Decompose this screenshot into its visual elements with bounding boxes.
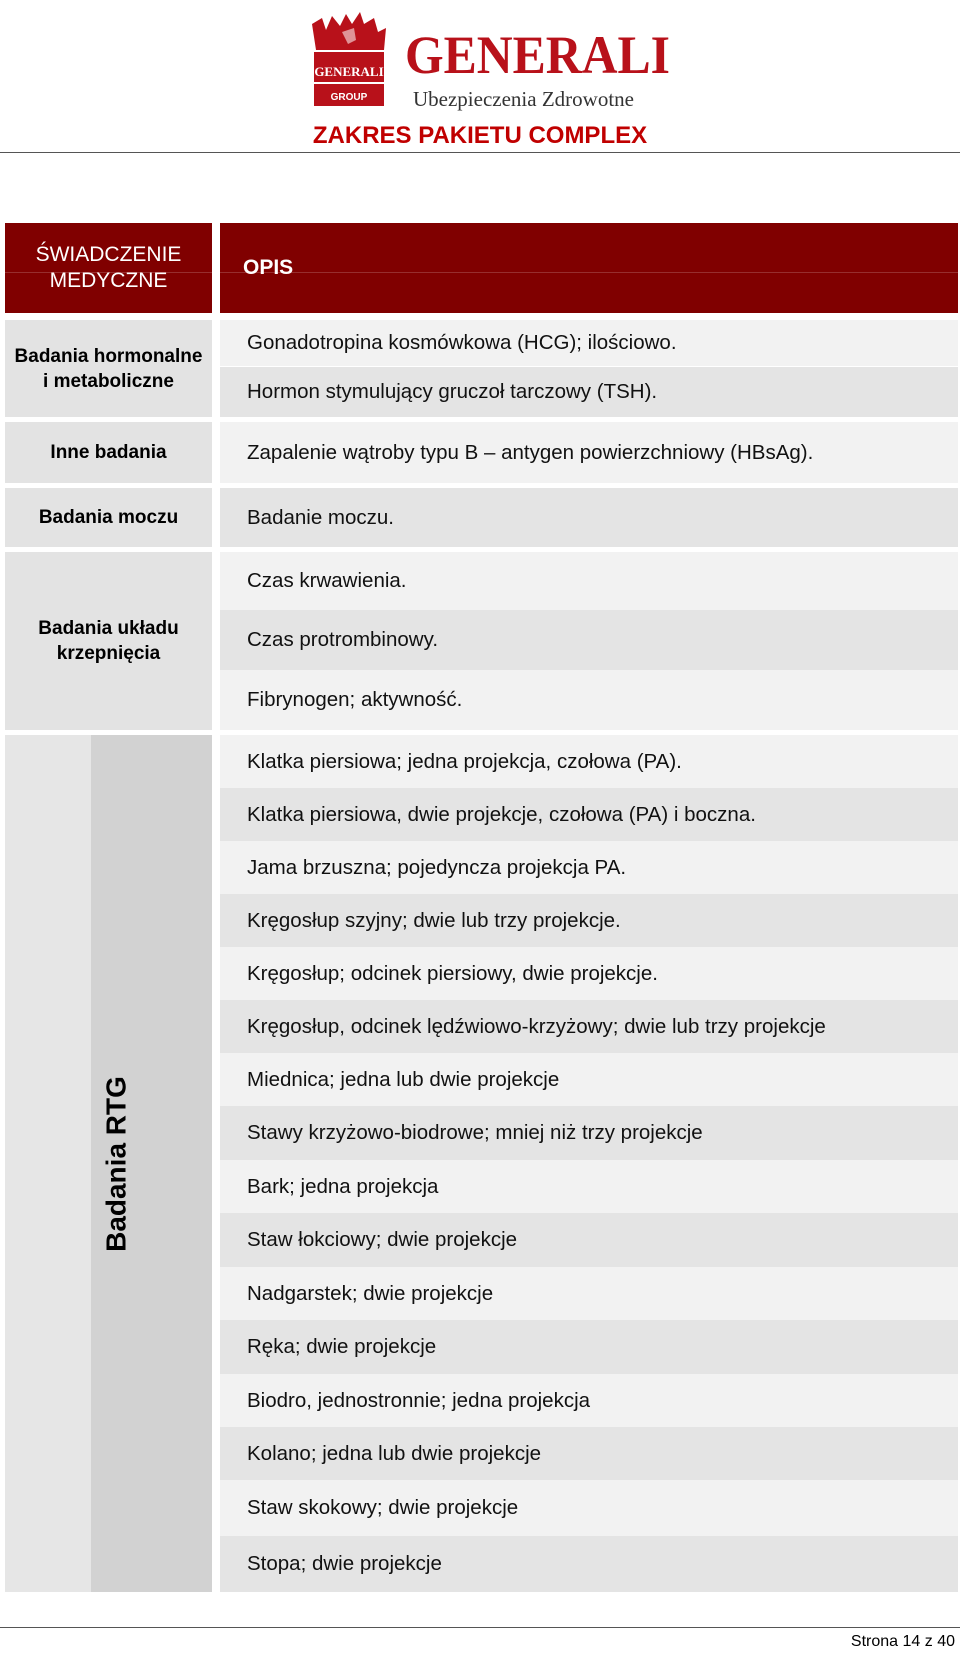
table-row: Klatka piersiowa, dwie projekcje, czołowa (PA) i boczna. (220, 788, 958, 841)
winged-lion-emblem-icon (308, 10, 390, 108)
brand-name: GENERALI (405, 25, 671, 85)
header-divider (0, 152, 960, 153)
brand-subtitle: Ubezpieczenia Zdrowotne (413, 87, 634, 111)
page-number: Strona 14 z 40 (850, 1633, 955, 1650)
document-title: ZAKRES PAKIETU COMPLEX (312, 122, 648, 149)
category-rtg (5, 735, 212, 1592)
table-row: Czas protrombinowy. (220, 610, 958, 670)
category-rtg-label: Badania RTG (100, 1075, 132, 1252)
table-row: Miednica; jedna lub dwie projekcje (220, 1053, 958, 1106)
table-row: Kolano; jedna lub dwie projekcje (220, 1427, 958, 1480)
table-row: Hormon stymulujący gruczoł tarczowy (TSH). (220, 367, 958, 417)
category-hormonal: Badania hormonalne i metaboliczne (5, 320, 212, 417)
table-row: Czas krwawienia. (220, 552, 958, 610)
footer-divider (0, 1627, 960, 1628)
table-row: Ręka; dwie projekcje (220, 1320, 958, 1374)
table-row: Fibrynogen; aktywność. (220, 670, 958, 730)
column-header-description: OPIS (220, 223, 958, 313)
table-row: Bark; jedna projekcja (220, 1160, 958, 1213)
generali-logo (308, 10, 671, 111)
table-row: Badanie moczu. (220, 488, 958, 547)
category-other: Inne badania (5, 422, 212, 483)
table-row: Staw skokowy; dwie projekcje (220, 1480, 958, 1536)
emblem-text: GENERALI (314, 64, 384, 79)
table-row: Kręgosłup; odcinek piersiowy, dwie projekcje. (220, 947, 958, 1000)
table-row: Jama brzuszna; pojedyncza projekcja PA. (220, 841, 958, 894)
category-coagulation: Badania układu krzepnięcia (5, 552, 212, 730)
category-urine: Badania moczu (5, 488, 212, 547)
emblem-sub: GROUP (330, 92, 368, 103)
table-row: Zapalenie wątroby typu B – antygen powierzchniowy (HBsAg). (220, 422, 958, 483)
table-row: Stawy krzyżowo-biodrowe; mniej niż trzy projekcje (220, 1106, 958, 1160)
table-row: Stopa; dwie projekcje (220, 1536, 958, 1592)
table-row: Biodro, jednostronnie; jedna projekcja (220, 1374, 958, 1427)
table-row: Kręgosłup szyjny; dwie lub trzy projekcje. (220, 894, 958, 947)
table-row: Staw łokciowy; dwie projekcje (220, 1213, 958, 1267)
table-row: Kręgosłup, odcinek lędźwiowo-krzyżowy; dwie lub trzy projekcje (220, 1000, 958, 1053)
table-row: Gonadotropina kosmówkowa (HCG); ilościowo. (220, 320, 958, 366)
table-row: Klatka piersiowa; jedna projekcja, czołowa (PA). (220, 735, 958, 788)
table-row: Nadgarstek; dwie projekcje (220, 1267, 958, 1320)
column-header-service: ŚWIADCZENIE MEDYCZNE (5, 223, 212, 313)
